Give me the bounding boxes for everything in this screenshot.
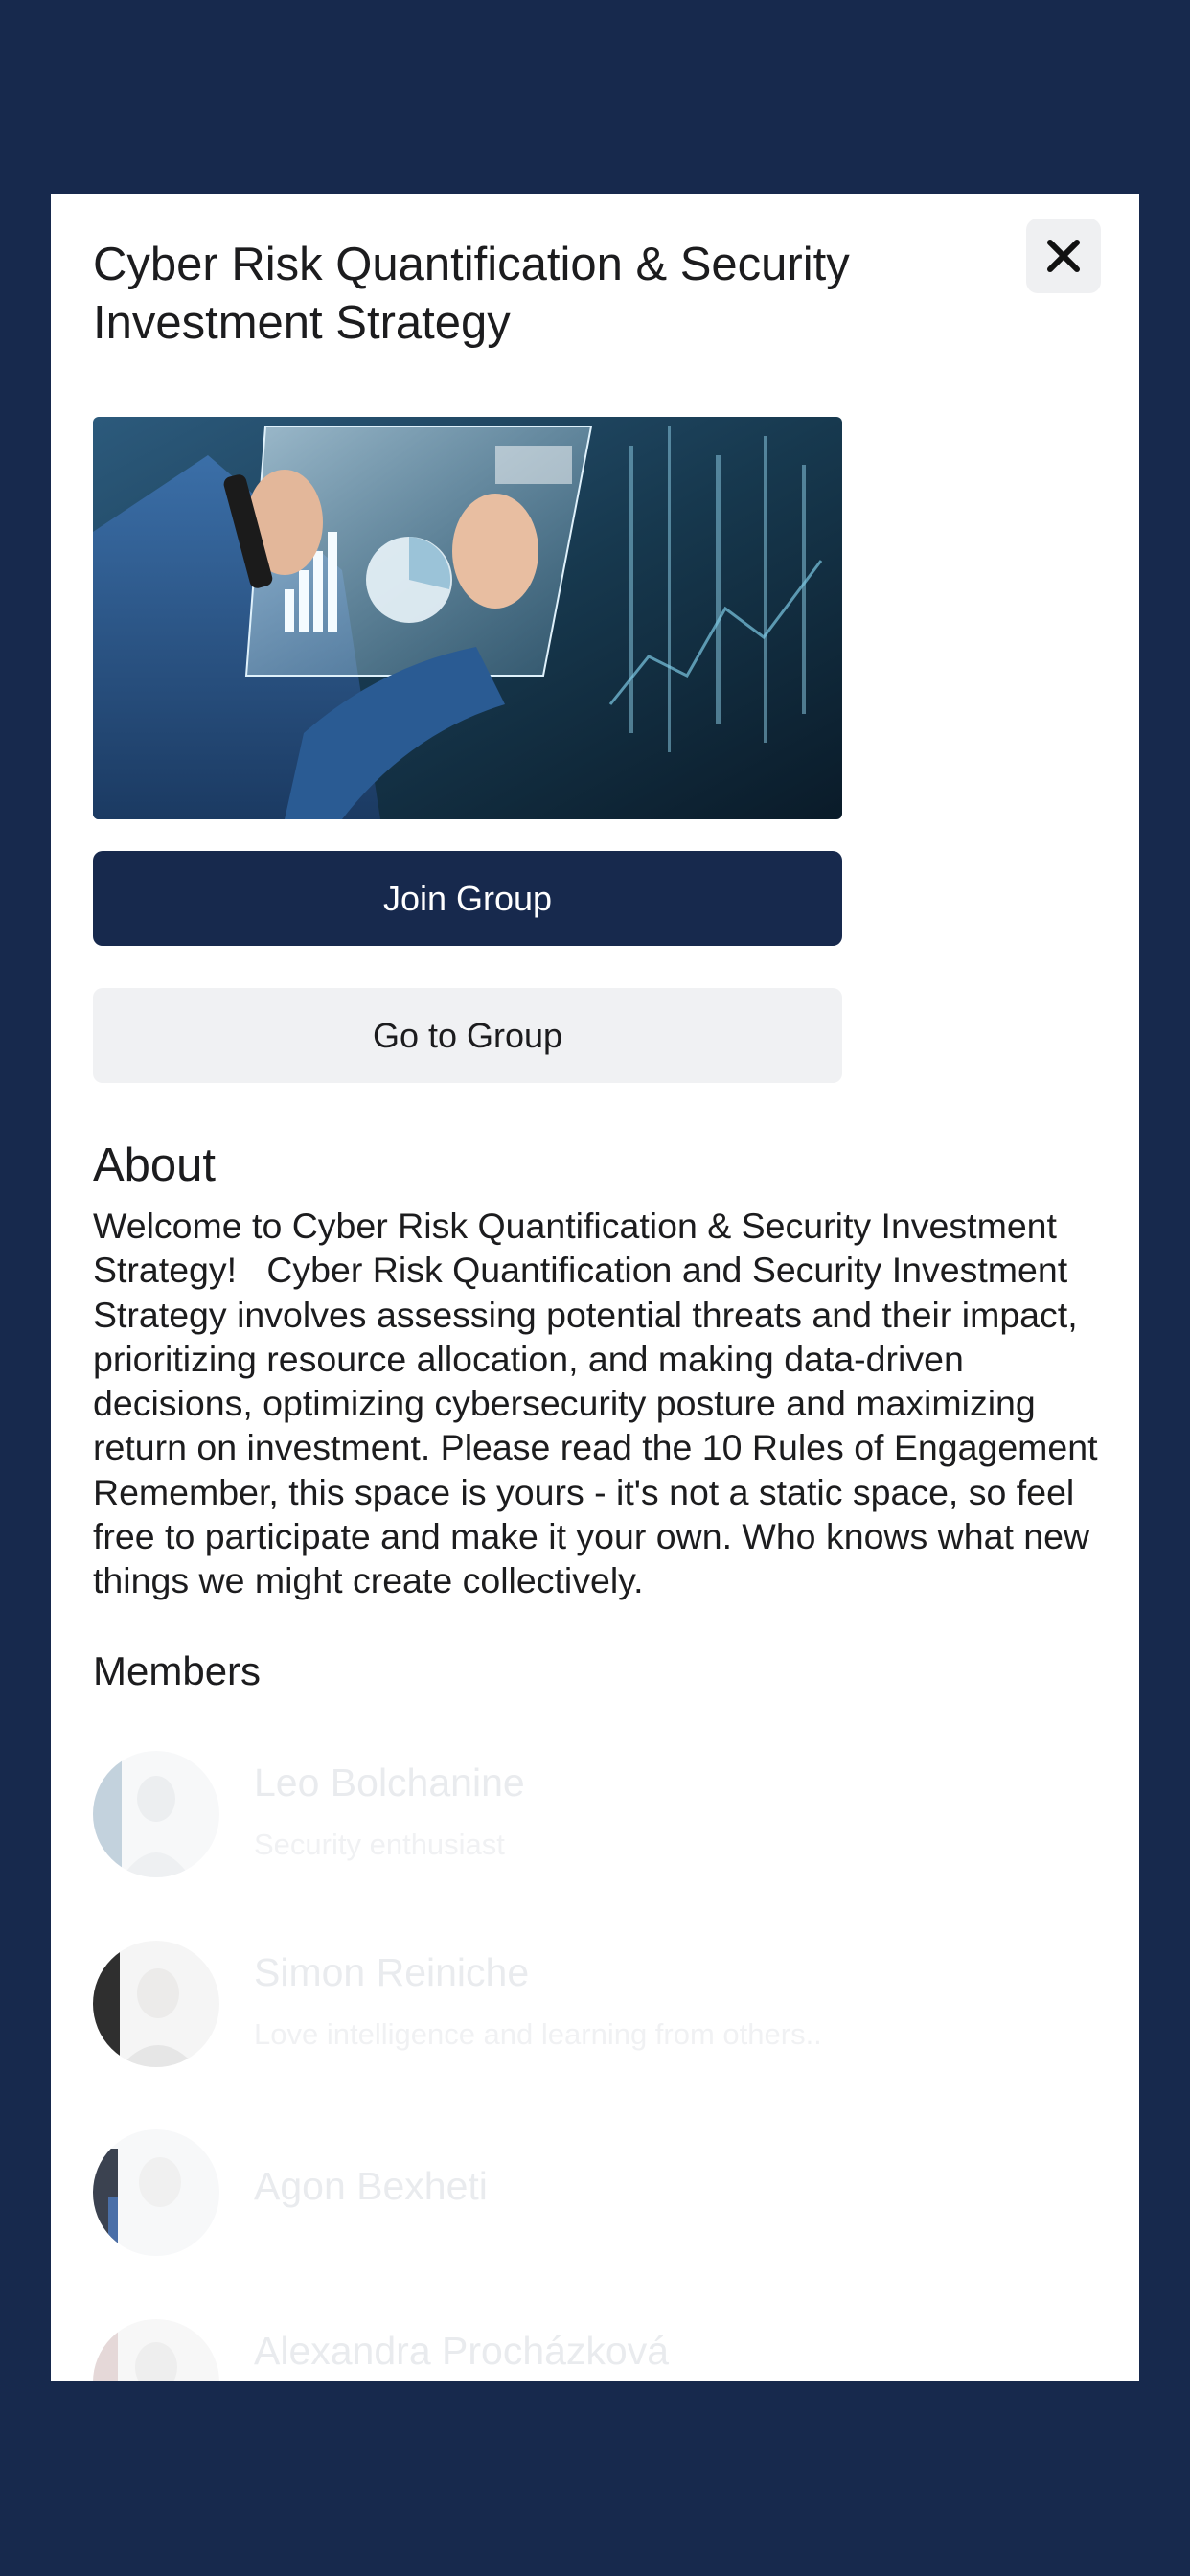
group-cover-image	[93, 417, 842, 819]
member-name: Simon Reiniche	[254, 1950, 530, 1994]
avatar	[93, 2319, 219, 2381]
close-button[interactable]	[1026, 218, 1101, 293]
member-name: Leo Bolchanine	[254, 1760, 525, 1805]
about-description: Welcome to Cyber Risk Quantification & Security Investment Strategy! Cyber Risk Quantification and Security Investment Strategy involves assessing potential threats and their impact, prioritizing resource allocation, and making data-driven decisions, optimizing cybersecurity posture and maximizing return on investment. Please read the 10 Rules of Engagement Remember, this space is yours - it's not a static space, so feel free to participate and make it your own. Who knows what new things we might create collectively.	[93, 1206, 1108, 1601]
go-to-group-button[interactable]: Go to Group	[93, 988, 842, 1083]
member-bio: Love intelligence and learning from others..	[254, 2017, 822, 2051]
join-group-button[interactable]: Join Group	[93, 851, 842, 946]
avatar	[93, 2129, 219, 2256]
member-name: Alexandra Procházková	[254, 2329, 670, 2373]
group-title: Cyber Risk Quantification & Security Investment Strategy	[93, 239, 850, 349]
member-item[interactable]	[93, 1941, 1089, 2075]
member-item[interactable]	[93, 2319, 1089, 2381]
about-heading: About	[93, 1139, 217, 1191]
member-item[interactable]	[93, 1751, 1089, 1885]
avatar	[93, 1941, 219, 2067]
members-heading: Members	[93, 1648, 262, 1693]
member-bio: Security enthusiast	[254, 1828, 505, 1861]
group-detail-modal	[51, 194, 1139, 2381]
avatar	[93, 1751, 219, 1877]
member-item[interactable]	[93, 2129, 1089, 2264]
close-icon	[1045, 238, 1082, 274]
member-name: Agon Bexheti	[254, 2164, 488, 2208]
